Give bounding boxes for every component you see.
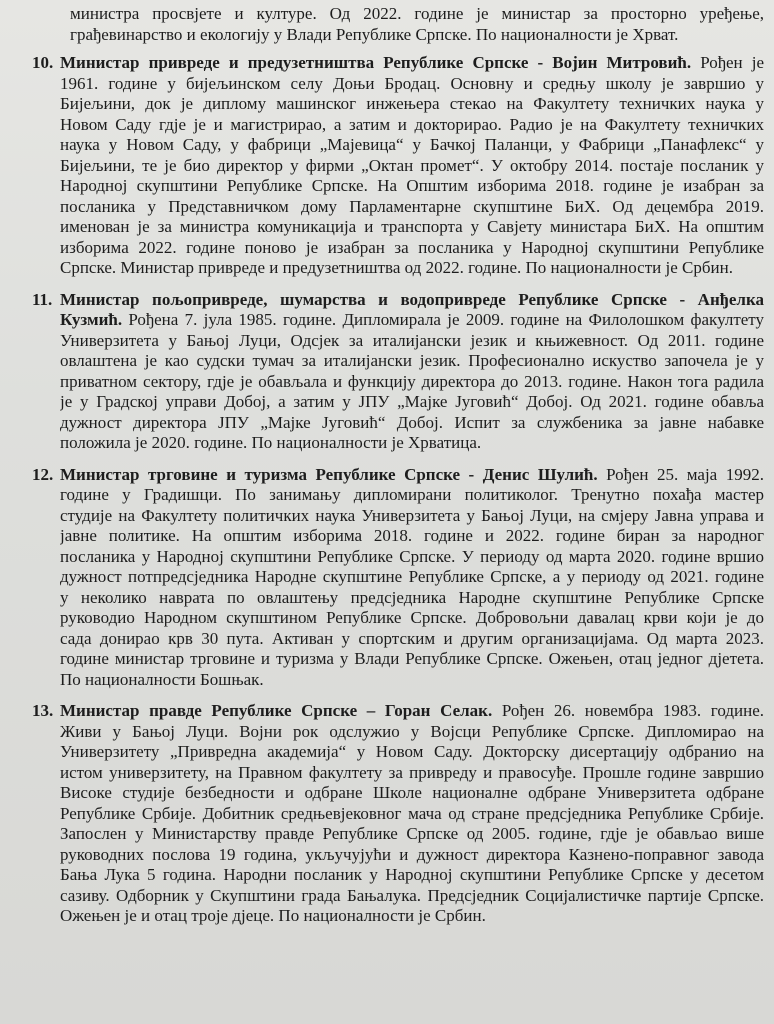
text-line: приватном сектору, гдје је обављала и функцију директора до 2013. године. Након тога радила [60,371,764,391]
text-line: сада донирао крв 30 пута. Активан у спортским и другим организацијама. Од марта 2023. [60,628,764,648]
entry-heading-tail: Рођен је [691,53,764,72]
text-line: Универзитету „Привредна академија“ у Новом Саду. Докторску дисертацију одбранио на [60,742,764,761]
entry-number: 10. [32,53,54,72]
text-line: Народној скупштини Републике Српске. На Општим изборима 2018. године је изабран за [60,176,764,195]
text-line: руководио Народном скупштином Републике Српске. Добровољни давалац крви који је до [60,608,764,627]
entry-heading-line [60,701,764,722]
text-line: дужност потпредсједника Народне скупштине Републике Српске, а у периоду од 2021. године [60,567,764,586]
text-line: у неколико наврата по овлаштењу предсједника Народне скупштине Републике Српске [60,587,764,607]
text-line: положила је 2020. године. По националности је Хрватица. [60,433,482,452]
text-line: 1961. године у бијељинском селу Доњи Бродац. Основну и средњу школу је завршио у [60,73,764,93]
entry-number: 11. [32,289,53,309]
text-line: Ожењен је и отац троје дјеце. По националности је Србин. [60,906,486,925]
text-line: истом универзитету, на Правном факултету за привреду и правосуђе. Прошле године завршио [60,762,764,782]
text-line: По националности Бошњак. [60,669,264,689]
intro-paragraph [60,4,764,45]
text-line: изборима 2022. године поново је изабран за посланика у Народној скупштини Републике [60,237,764,257]
entry-heading-line [60,53,764,74]
entry-heading-tail: Рођен 25. маја 1992. [597,464,764,484]
text-line: посланика у Представничком дому Парламентарне скупштине БиХ. Од децембра 2019. [60,196,764,216]
text-line: Бијељини, те је био директор у фирми „Октан промет“. У октобру 2014. постаје посланик у [60,155,764,175]
text-line: студије на Факултету политичких наука Универзитета у Бањој Луци, на смјеру Јавна управа и [60,505,764,525]
text-line: Универзитета у Бањој Луци, Одсјек за италијански језик и књижевност. Од 2011. године [60,330,764,350]
entry-heading-line [60,310,764,331]
entry-12 [32,464,764,691]
text-line: грађевинарство и екологију у Влади Републике Српске. По националности је Хрват. [70,24,679,44]
text-line: дужност директора ЈПУ „Мајке Југовић“ Добој. Испит за службеника за јавне набавке [60,412,764,432]
text-line: наука у Новом Саду, у фабрици „Мајевица“ у Бачкој Паланци, у Фабрици „Панафлекс“ у [60,135,764,154]
text-line: овлаштена је као судски тумач за италијански језик. Професионално искуство започела је у [60,351,764,370]
entry-11 [32,289,764,454]
text-line: Новом Саду гдје је и магистрирао, а затим и докторирао. Радио је на Факултету техничких [60,114,764,134]
entry-title: Министар правде Републике Српске – Горан Селак. [60,701,493,720]
entry-13 [32,701,764,927]
entry-title: Министар трговине и туризма Републике Српске - Денис Шулић. [60,464,598,484]
text-line: је у Градској управи Добој, а затим у ЈПУ „Мајке Југовић“ Добој. Од 2021. године обавља [60,392,764,411]
text-line: Високе студије безбедности и одбране Школе националне одбране Универзитета одбране [60,783,764,802]
entry-title: Министар привреде и предузетништва Републике Српске - Војин Митровић. [60,53,692,72]
entry-title: Министар пољопривреде, шумарства и водопривреде Републике Српске - Анђелка [60,289,764,309]
text-line: године у Градишци. По занимању дипломирани политиколог. Тренутно похађа мастер [60,485,764,504]
text-line: Бања Лука 5 година. Народни посланик у Народној скупштини Републике Српске у десетом [60,865,764,884]
text-line: Бијељини, док је диплому машинског инжењера стекао на Факултету техничких наука у [60,94,764,113]
text-line: посланика у Народној скупштини Републике Српске. У периоду од марта 2020. године вршио [60,546,764,566]
text-line: руководних послова 19 година, укључујући и дужност директора Казнено-поправног завода [60,844,764,864]
entry-number: 12. [32,464,54,484]
text-line: Српске. Министар привреде и предузетништва од 2022. године. По националности је Србин. [60,258,733,277]
entry-10 [32,53,764,279]
entry-heading-tail: Рођен 26. новембра 1983. године. [492,701,764,720]
entry-title-cont: Кузмић. [60,310,123,329]
text-line: министра просвјете и културе. Од 2022. године је министар за просторно уређење, [70,4,764,23]
text-line: Републике Србије. Добитник средњевјековног мача од стране предсједника Републике Србије. [60,803,764,823]
entry-heading-line [60,465,764,486]
text-line: именован је за министра комуникација и транспорта у Савјету министара БиХ. На општим [60,217,764,236]
text-line: јавне политике. На општим изборима 2018. године и 2022. године биран за народног [60,526,764,545]
text-line: Запослен у Министарству правде Републике Српске од 2005. године, гдје је обављао више [60,824,764,843]
text-line: сазиву. Одборник у Скупштини града Бањалука. Предсједник Социјалистичке партије Српске. [60,885,764,905]
entry-heading-tail: Рођена 7. јула 1985. године. Дипломирала је 2009. године на Филолошком факултету [122,310,764,329]
entry-number: 13. [32,701,54,720]
entry-heading-line [60,290,764,311]
text-line: године министар трговине и туризма у Влади Републике Српске. Ожењен, отац једног дјетета. [60,649,764,668]
text-line: Живи у Бањој Луци. Војни рок одслужио у Војсци Републике Српске. Дипломирао на [60,721,764,741]
